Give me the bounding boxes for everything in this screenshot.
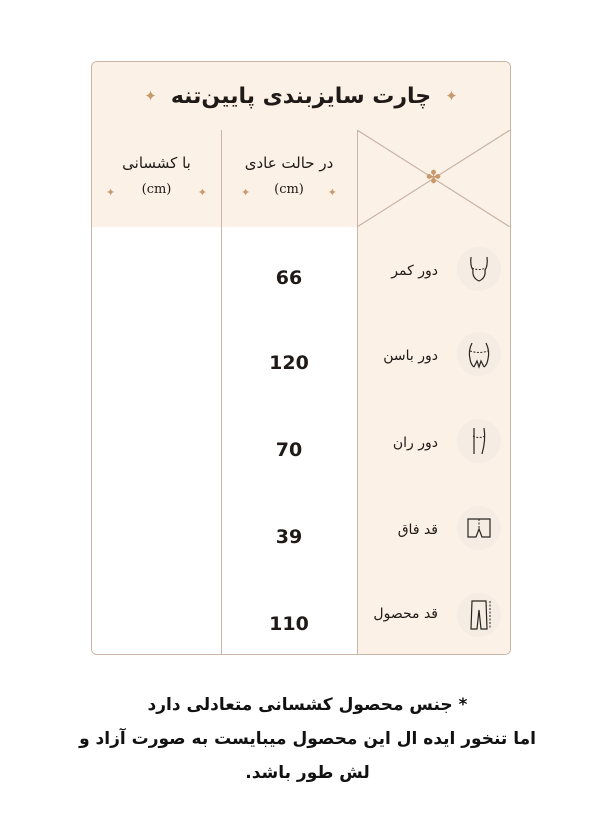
column-header-normal	[221, 130, 357, 227]
table-row-thigh	[92, 398, 510, 486]
corner-cell-diagonals	[357, 130, 510, 227]
column-normal-label: در حالت عادی	[244, 154, 334, 172]
sparkle-icon: ✦	[327, 186, 337, 199]
length-icon	[457, 593, 501, 637]
column-stretch-unit: (cm)	[141, 182, 172, 197]
hip-icon	[457, 332, 501, 376]
value-normal: 66	[275, 267, 303, 289]
row-label: دور باسن	[383, 348, 438, 364]
divider	[221, 130, 222, 655]
row-label: قد فاق	[397, 522, 438, 538]
table-row-length	[92, 572, 510, 655]
note-line-2: اما تنخور ایده ال این محصول میبایست به صورت آزاد و	[79, 729, 536, 749]
table-row-hip	[92, 311, 510, 399]
value-normal: 110	[269, 613, 309, 635]
row-label: دور کمر	[391, 263, 438, 279]
sparkle-icon: ✦	[106, 186, 116, 199]
row-label: دور ران	[392, 435, 438, 451]
value-normal: 70	[275, 439, 303, 461]
ornament-right-icon: ✦	[445, 87, 458, 105]
row-label: قد محصول	[373, 606, 438, 622]
sparkle-icon: ✦	[241, 186, 251, 199]
table-row-rise	[92, 485, 510, 573]
chart-title: چارت سایزبندی پایین‌تنه	[170, 83, 432, 109]
header-row	[92, 130, 510, 228]
rise-icon	[457, 506, 501, 550]
note-line-3: لش طور باشد.	[245, 763, 370, 783]
column-header-stretch	[92, 130, 221, 227]
waist-icon	[457, 247, 501, 291]
ornament-left-icon: ✦	[144, 87, 157, 105]
divider	[357, 130, 358, 655]
value-normal: 39	[275, 526, 303, 548]
column-normal-unit: (cm)	[274, 182, 304, 197]
corner-ornament-icon: ✤	[425, 167, 442, 188]
note-line-1: * جنس محصول کشسانی متعادلی دارد	[147, 695, 468, 715]
thigh-icon	[457, 419, 501, 463]
size-chart-card	[91, 61, 511, 655]
title-band	[92, 62, 510, 131]
sparkle-icon: ✦	[197, 186, 207, 199]
value-normal: 120	[269, 352, 309, 374]
column-stretch-label: با کشسانی	[122, 154, 191, 172]
table-row-waist	[92, 227, 510, 312]
